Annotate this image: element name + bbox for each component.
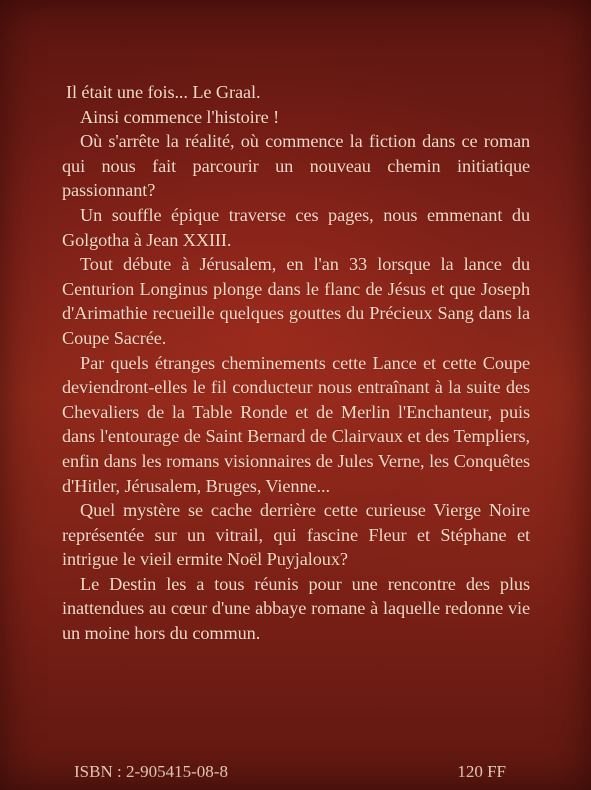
back-cover-blurb — [62, 80, 530, 646]
blurb-paragraph-destin: Le Destin les a tous réunis pour une rencontre des plus inattendues au cœur d'une abbaye romane à laquelle redonne vie un moine hors du commun. — [62, 573, 530, 644]
blurb-paragraph-epic: Un souffle épique traverse ces pages, nous emmenant du Golgotha à Jean XXIII. — [62, 204, 530, 250]
isbn-label: ISBN : 2-905415-08-8 — [74, 762, 228, 781]
blurb-paragraph-intro: Il était une fois... Le Graal. — [66, 82, 261, 102]
blurb-paragraph-lance-coupe: Par quels étranges cheminements cette Lance et cette Coupe deviendront-elles le fil conducteur nous entraînant à la suite des Chevaliers de la Table Ronde et de Merlin l'Enchanteur, puis dans l'entourage de Saint Bernard de Clairvaux et des Templiers, enfin dans les romans visionnaires de Jules Verne, les Conquêtes d'Hitler, Jérusalem, Bruges, Vienne... — [62, 352, 530, 496]
blurb-paragraph-jerusalem: Tout débute à Jérusalem, en l'an 33 lorsque la lance du Centurion Longinus plonge dans le flanc de Jésus et que Joseph d'Arimathie recueille quelques gouttes du Précieux Sang dans la Coupe Sacrée. — [62, 254, 530, 348]
blurb-paragraph-question: Où s'arrête la réalité, où commence la fiction dans ce roman qui nous fait parcourir un nouveau chemin initiatique passionnant? — [62, 131, 530, 201]
blurb-paragraph-start: Ainsi commence l'histoire ! — [80, 106, 280, 127]
blurb-paragraph-vierge-noire: Quel mystère se cache derrière cette curieuse Vierge Noire représentée sur un vitrail, qui fascine Fleur et Stéphane et intrigue le vieil ermite Noël Puyjaloux? — [62, 500, 530, 570]
cover-footer — [74, 762, 506, 782]
price-label: 120 FF — [457, 762, 506, 781]
